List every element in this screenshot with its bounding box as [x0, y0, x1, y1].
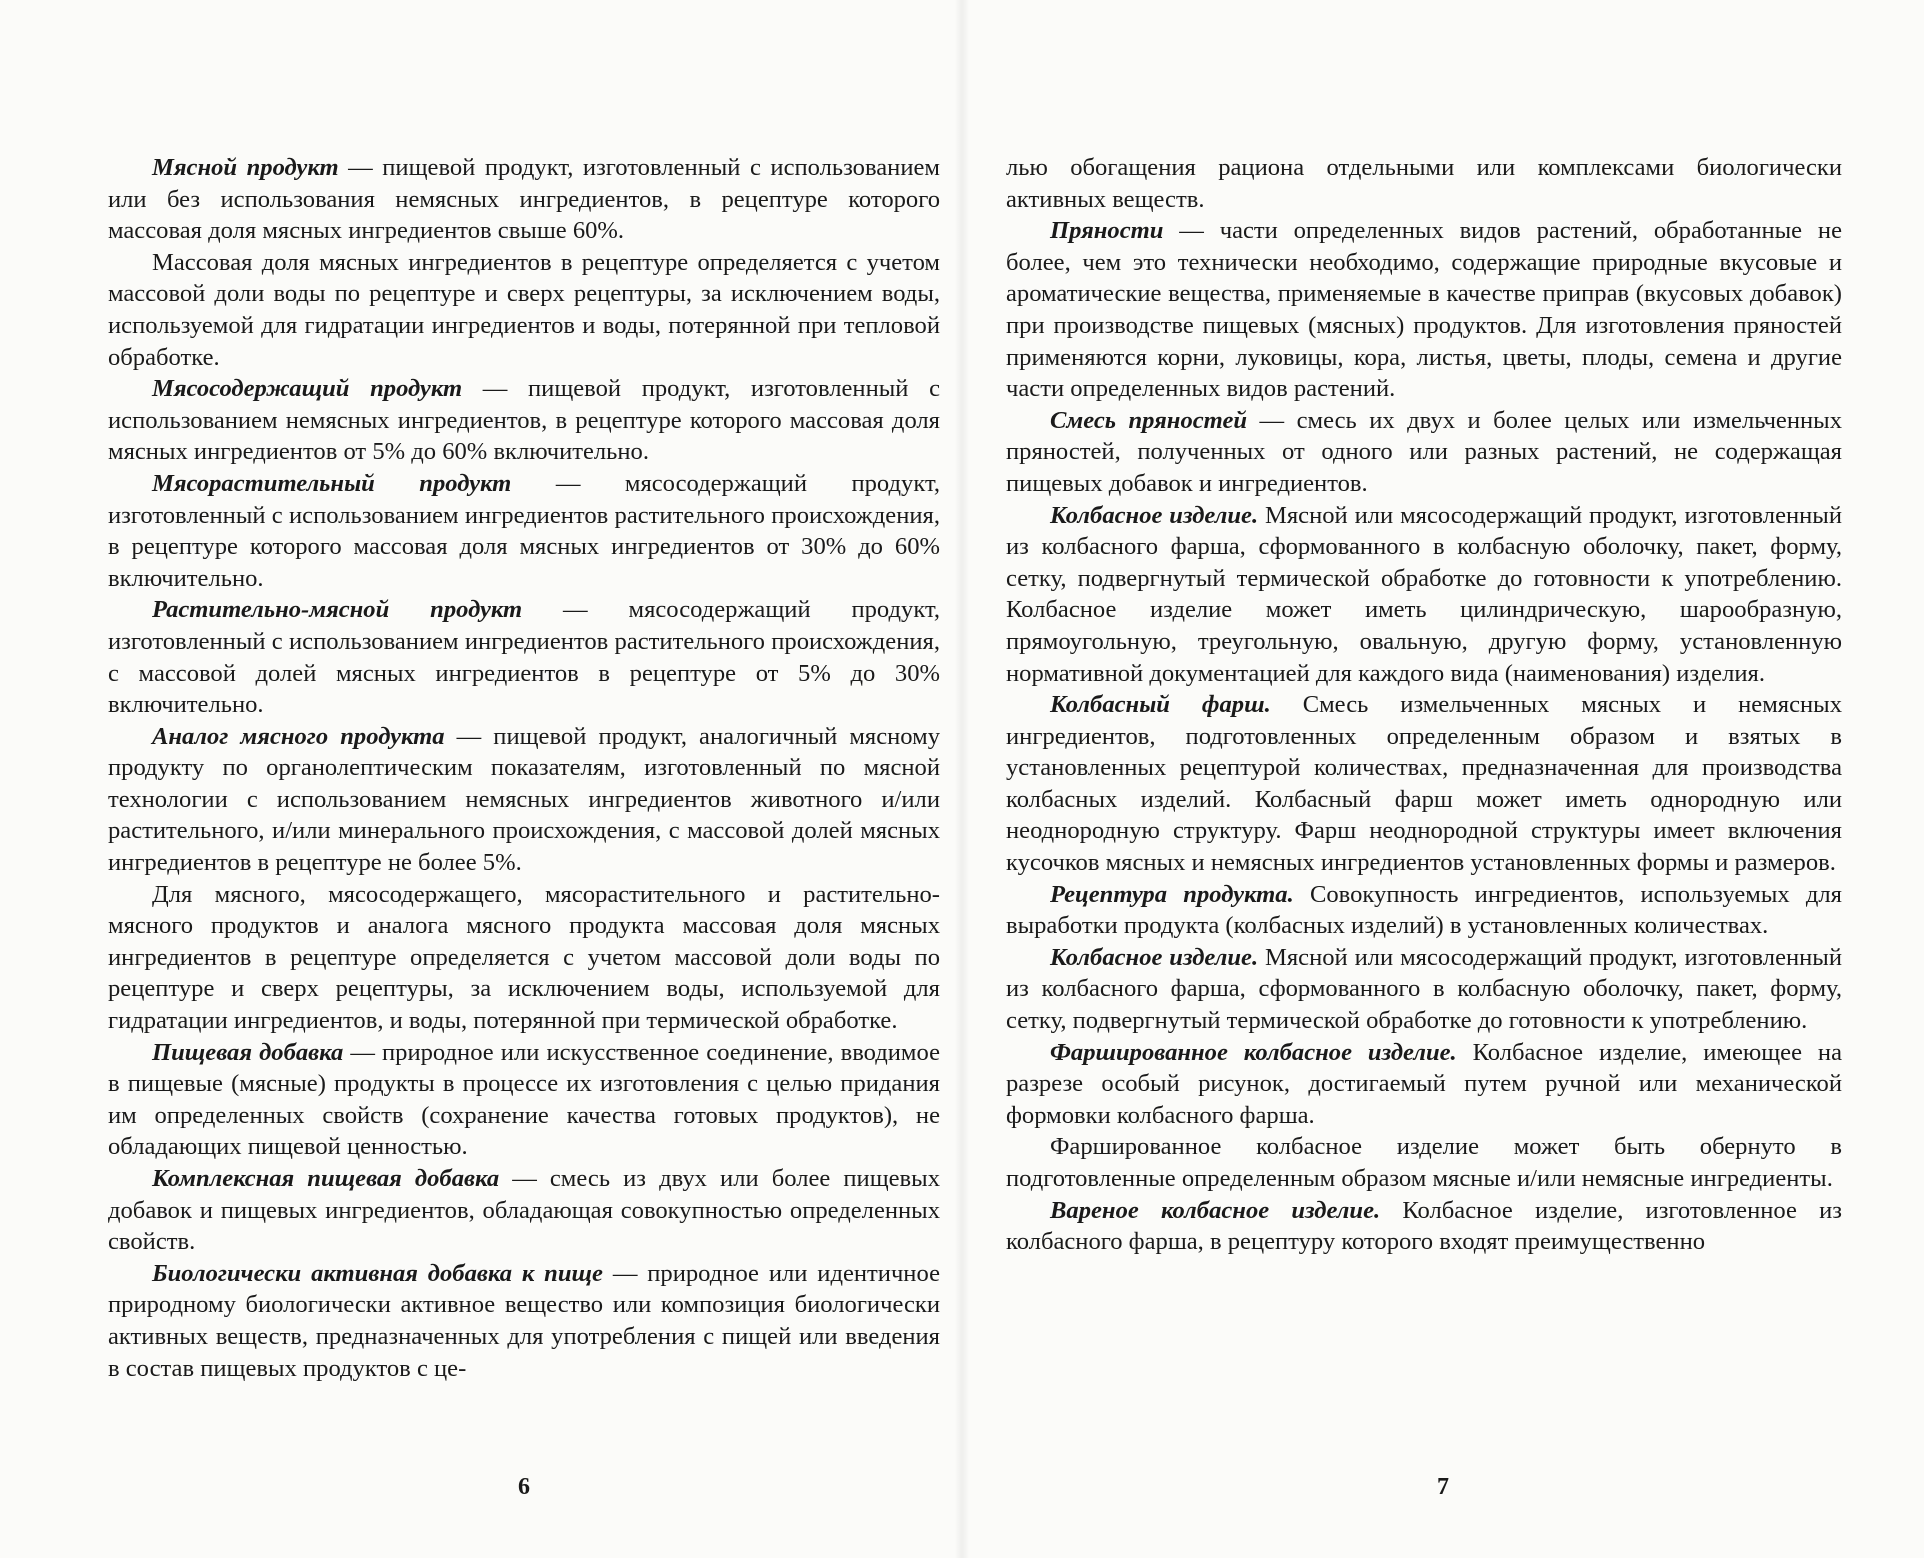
definition: — пищевой продукт, изготовленный с использованием или без использования немясных ингредиентов, в рецептуре которого массовая доля мясных ингредиентов свыше 60%. [108, 154, 940, 245]
term: Пищевая добавка [152, 1038, 344, 1066]
definition: — природное или искусственное соединение, вводимое в пищевые (мясные) продукты в процессе их изготовления с целью придания им определенных свойств (сохранение качества готовых продуктов), не обладающих пищевой ценностью. [108, 1038, 940, 1161]
paragraph [108, 1258, 940, 1384]
page-number: 6 [518, 1474, 530, 1500]
term: Смесь пряностей [1050, 406, 1248, 434]
definition: — пищевой продукт, изготовленный с использованием немясных ингредиентов, в рецептуре которого массовая доля мясных ингредиентов от 5% до 60% включительно. [108, 375, 940, 466]
paragraph [1006, 879, 1842, 942]
definition: Смесь измельченных мясных и немясных ингредиентов, подготовленных определенным образом и взятых в установленных рецептурой количествах, предназначенная для производства колбасных изделий. Колбасный фарш может иметь однородную или неоднородную структуру. Фарш неоднородной структуры имеет включения кусочков мясных и немясных ингредиентов установленных формы и размеров. [1006, 691, 1842, 877]
term: Вареное колбасное изделие. [1050, 1196, 1381, 1224]
page-number: 7 [1437, 1474, 1449, 1500]
definition: — смесь их двух и более целых или измельченных пряностей, полученных от одного или разных растений, не содержащая пищевых добавок и ингредиентов. [1006, 406, 1842, 497]
paragraph [108, 594, 940, 720]
paragraph [1006, 1037, 1842, 1132]
definition: — мясосодержащий продукт, изготовленный с использованием ингредиентов растительного происхождения, с массовой долей мясных ингредиентов в рецептуре от 5% до 30% включительно. [108, 596, 941, 719]
definition: Мясной или мясосодержащий продукт, изготовленный из колбасного фарша, сформованного в колбасную оболочку, пакет, форму, сетку, подвергнутый термической обработке до готовности к употреблению. [1006, 943, 1842, 1035]
definition: Фаршированное колбасное изделие может быть обернуто в подготовленные определенным образом мясные и/или немясные ингредиенты. [1006, 1133, 1842, 1192]
definition: — пищевой продукт, аналогичный мясному продукту по органолептическим показателям, изготовленный по мясной технологии с использованием немясных ингредиентов животного и/или растительного, и/или минерального происхождения, с массовой долей мясных ингредиентов в рецептуре не более 5%. [108, 722, 940, 877]
definition: — мясосодержащий продукт, изготовленный с использованием ингредиентов растительного происхождения, в рецептуре которого массовая доля мясных ингредиентов от 30% до 60% включительно. [108, 469, 941, 592]
definition: Совокупность ингредиентов, используемых для выработки продукта (колбасных изделий) в установленных количествах. [1006, 880, 1842, 940]
paragraph [1006, 1195, 1842, 1258]
paragraph [108, 468, 940, 594]
left-text-column [108, 152, 940, 1384]
paragraph [1006, 405, 1842, 500]
term: Биологически активная добавка к пище [152, 1259, 603, 1287]
term: Пряности [1050, 217, 1164, 245]
term: Мясорастительный продукт [152, 469, 512, 497]
paragraph [108, 721, 940, 879]
term: Колбасное изделие. [1050, 501, 1259, 529]
term: Фаршированное колбасное изделие. [1050, 1038, 1457, 1066]
paragraph [108, 1037, 940, 1163]
definition: Для мясного, мясосодержащего, мясорастительного и растительно-мясного продуктов и аналога мясного продукта массовая доля мясных ингредиентов в рецептуре определяется с учетом массовой доли воды по рецептуре и сверх рецептуры, за исключением воды, используемой для гидратации ингредиентов, и воды, потерянной при термической обработке. [108, 880, 940, 1035]
definition: — смесь из двух или более пищевых добавок и пищевых ингредиентов, обладающая совокупностью определенных свойств. [108, 1165, 940, 1256]
paragraph [108, 247, 940, 373]
paragraph [108, 879, 940, 1037]
term: Мясной продукт [152, 154, 339, 181]
term: Колбасный фарш. [1050, 691, 1271, 719]
term: Рецептура продукта. [1050, 880, 1294, 908]
definition: Массовая доля мясных ингредиентов в рецептуре определяется с учетом массовой доли воды по рецептуре и сверх рецептуры, за исключением воды, используемой для гидратации ингредиентов и воды, потерянной при тепловой обработке. [108, 248, 940, 371]
paragraph [1006, 942, 1842, 1037]
definition: Колбасное изделие, изготовленное из колбасного фарша, в рецептуру которого входят преимущественно [1006, 1196, 1842, 1256]
paragraph [108, 152, 940, 247]
definition: — части определенных видов растений, обработанные не более, чем это технически необходимо, содержащие природные вкусовые и ароматические вещества, применяемые в качестве приправ (вкусовых добавок) при производстве пищевых (мясных) продуктов. Для изготовления пряностей применяются корни, луковицы, кора, листья, цветы, плоды, семена и другие части определенных видов растений. [1006, 217, 1842, 403]
term: Аналог мясного продукта [152, 722, 445, 750]
paragraph [108, 373, 940, 468]
definition: Колбасное изделие, имеющее на разрезе особый рисунок, достигаемый путем ручной или механической формовки колбасного фарша. [1006, 1038, 1842, 1129]
term: Мясосодержащий продукт [152, 375, 463, 403]
paragraph [1006, 689, 1842, 879]
right-text-column [1006, 152, 1842, 1258]
paragraph [1006, 1131, 1842, 1194]
paragraph [1006, 215, 1842, 405]
term: Растительно-мясной продукт [152, 596, 523, 624]
right-page [962, 0, 1924, 1558]
continuation-paragraph: лью обогащения рациона отдельными или комплексами биологически активных веществ. [1006, 154, 1842, 213]
paragraph [108, 1163, 940, 1258]
term: Колбасное изделие. [1050, 943, 1259, 971]
definition: Мясной или мясосодержащий продукт, изготовленный из колбасного фарша, сформованного в колбасную оболочку, пакет, форму, сетку, подвергнутый термической обработке до готовности к употреблению. Колбасное изделие может иметь цилиндрическую, шарообразную, прямоугольную, треугольную, овальную, другую форму, установленную нормативной документацией для каждого вида (наименования) изделия. [1006, 501, 1842, 687]
definition: — природное или идентичное природному биологически активное вещество или композиция биологически активных веществ, предназначенных для употребления с пищей или введения в состав пищевых продуктов с це- [108, 1259, 940, 1382]
paragraph [1006, 500, 1842, 690]
term: Комплексная пищевая добавка [152, 1165, 500, 1192]
